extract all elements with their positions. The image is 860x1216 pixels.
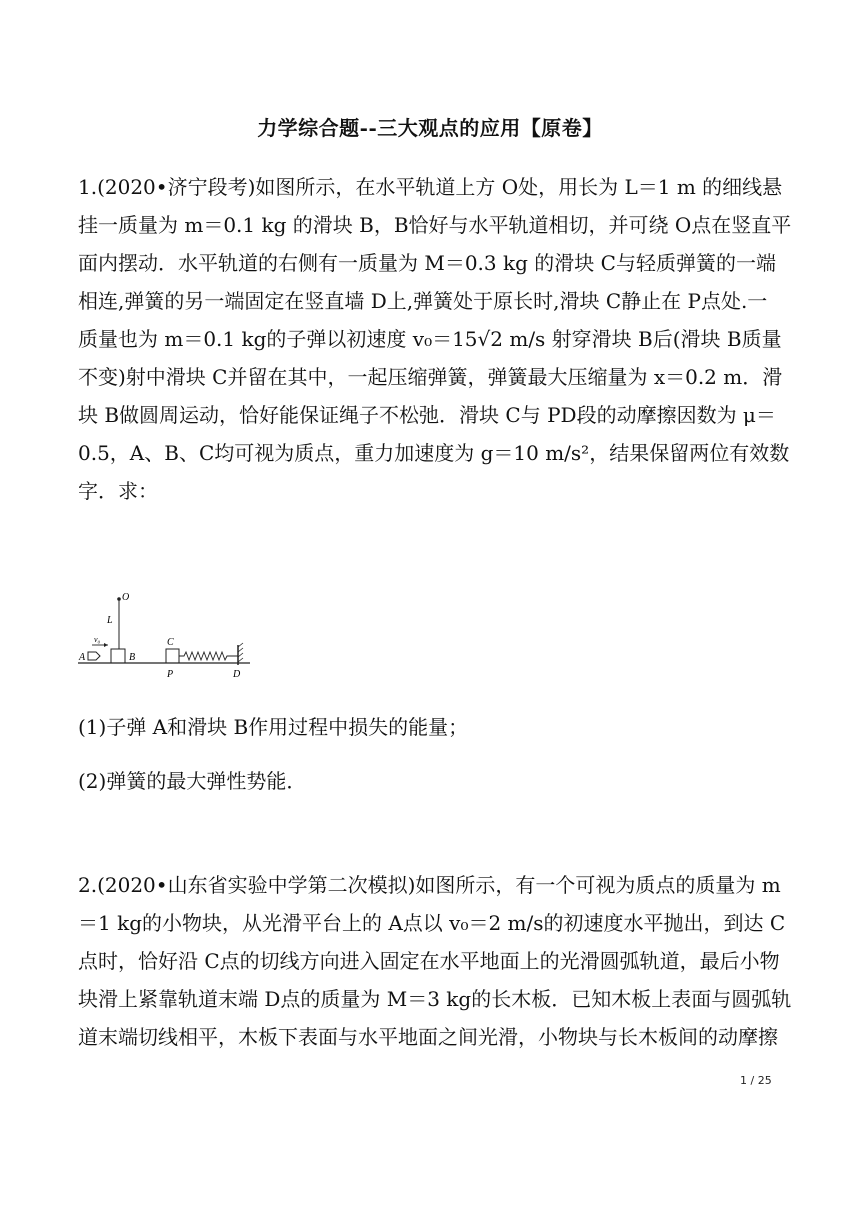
bullet-a	[88, 652, 100, 660]
question-1-text	[78, 168, 792, 510]
block-b	[111, 649, 125, 663]
block-c	[166, 649, 179, 663]
label-d: D	[233, 669, 241, 680]
q2-line-2: ＝1 kg的小物块，从光滑平台上的 A点以 v₀＝2 m/s的初速度水平抛出，到达 C	[78, 911, 786, 935]
question-1-part-2	[78, 762, 784, 800]
label-l: L	[107, 615, 113, 626]
q1-line-2: 挂一质量为 m＝0.1 kg 的滑块 B，B恰好与水平轨道相切，并可绕 O点在竖直平	[78, 213, 792, 237]
q1-line-3: 面内摆动．水平轨道的右侧有一质量为 M＝0.3 kg 的滑块 C与轻质弹簧的一端	[78, 251, 776, 275]
q1-line-5: 质量也为 m＝0.1 kg的子弹以初速度 v₀＝15√2 m/s 射穿滑块 B后(滑块 B质量	[78, 327, 782, 351]
q1-sub-1: (1)子弹 A和滑块 B作用过程中损失的能量；	[78, 715, 469, 739]
q1-line-8: 0.5，A、B、C均可视为质点，重力加速度为 g＝10 m/s²，结果保留两位有效数	[78, 441, 790, 465]
q2-line-5: 道末端切线相平，木板下表面与水平地面之间光滑，小物块与长木板间的动摩擦	[78, 1025, 778, 1049]
label-b: B	[129, 652, 136, 663]
spring	[179, 652, 238, 660]
page-title: 力学综合题--三大观点的应用【原卷】	[257, 116, 603, 140]
velocity-arrowhead	[104, 643, 108, 647]
label-o: O	[122, 592, 130, 603]
q2-line-4: 块滑上紧靠轨道末端 D点的质量为 M＝3 kg的长木板．已知木板上表面与圆弧轨	[78, 987, 792, 1011]
page-number: 1 / 25	[740, 1074, 772, 1087]
q1-line-1: 1.(2020•济宁段考)如图所示，在水平轨道上方 O处，用长为 L＝1 m 的细线悬	[78, 175, 783, 199]
q1-sub-2: (2)弹簧的最大弹性势能．	[78, 769, 307, 793]
q1-line-4: 相连,弹簧的另一端固定在竖直墙 D上,弹簧处于原长时,滑块 C静止在 P点处.一	[78, 289, 768, 313]
q1-line-7: 块 B做圆周运动，恰好能保证绳子不松弛．滑块 C与 PD段的动摩擦因数为 μ＝	[78, 403, 776, 427]
physics-diagram	[78, 585, 254, 681]
q1-line-9: 字．求：	[78, 479, 158, 503]
q1-line-6: 不变)射中滑块 C并留在其中，一起压缩弹簧，弹簧最大压缩量为 x＝0.2 m．滑	[78, 365, 783, 389]
question-1-part-1	[78, 708, 784, 746]
label-v0: v₀	[94, 635, 101, 644]
label-c: C	[167, 637, 174, 648]
q2-line-3: 点时，恰好沿 C点的切线方向进入固定在水平地面上的光滑圆弧轨道，最后小物	[78, 949, 780, 973]
q2-line-1: 2.(2020•山东省实验中学第二次模拟)如图所示，有一个可视为质点的质量为 m	[78, 873, 781, 897]
pivot-o	[117, 597, 121, 601]
label-p: P	[167, 669, 174, 680]
question-2-text	[78, 866, 792, 1056]
label-a: A	[79, 652, 86, 663]
